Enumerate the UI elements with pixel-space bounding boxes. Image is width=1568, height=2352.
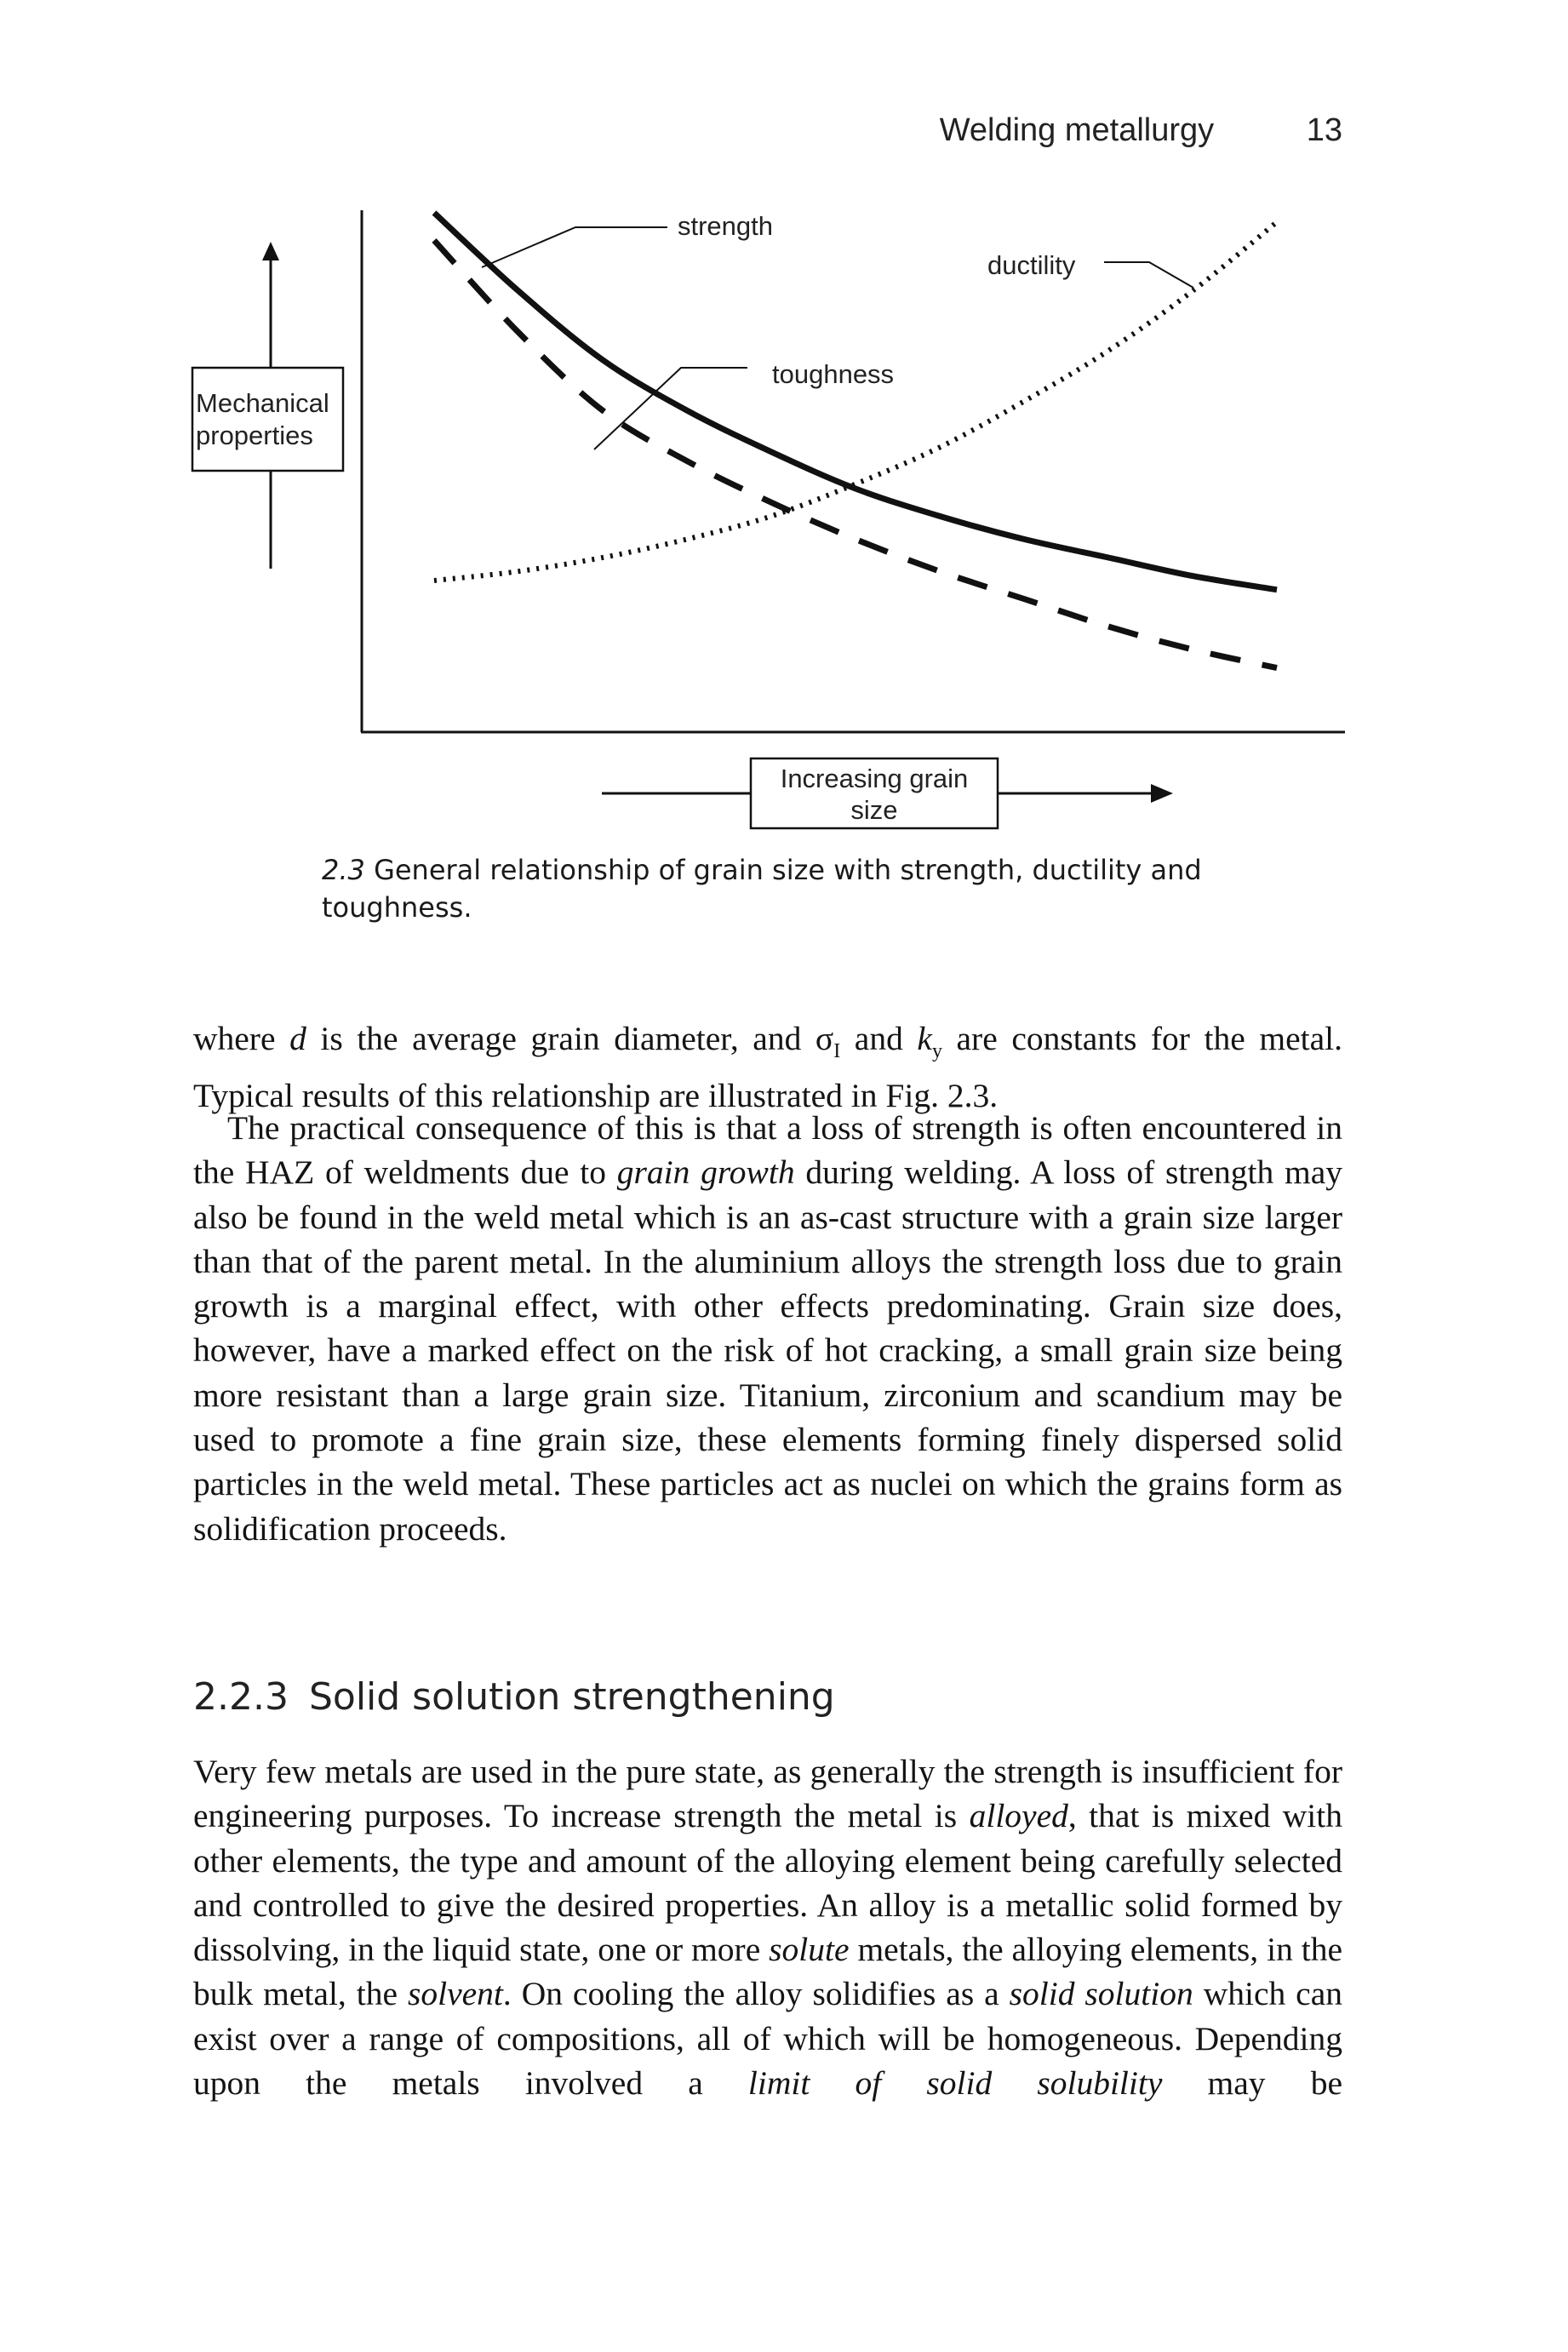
- strength-label: strength: [678, 211, 774, 241]
- paragraph-2: [193, 1106, 1342, 1551]
- paragraph-1: [193, 1016, 1342, 1118]
- x-arrow-head-icon: [1151, 784, 1173, 803]
- toughness-curve: [434, 240, 1277, 667]
- p3-text-2: , that is mixed with other elements, the type and amount of the alloying element being carefully selected and controlled to give the desired properties. An alloy is a metallic solid formed by dissolving, in the liquid state, one or more: [193, 1797, 1342, 1969]
- p1-text-4: are constants for the metal. Typical results of this relationship are illustrated in Fig. 2.3.: [193, 1020, 1342, 1115]
- p1-sigma-sub: I: [833, 1039, 841, 1062]
- p3-em-limit: limit of solid solubility: [747, 2064, 1163, 2103]
- page-number: 13: [1306, 112, 1342, 148]
- caption-text: General relationship of grain size with strength, ductility and toughness.: [322, 854, 1202, 924]
- p2-text-2: during welding. A loss of strength may also be found in the weld metal which is an as-cast structure with a grain size larger than that of the parent metal. In the aluminium alloys the strength loss due to grain growth is a marginal effect, with other effects predominating. Grain size does, however, have a marked effect on the risk of hot cracking, a small grain size being more resistant than a large grain size. Titanium, zirconium and scandium may be used to promote a fine grain size, these elements forming finely dispersed solid particles in the weld metal. These particles act as nuclei on which the grains form as solidification proceeds.: [193, 1153, 1343, 1548]
- p3-em-solid-solution: solid solution: [1009, 1975, 1193, 2013]
- p1-var-k: k: [917, 1020, 932, 1057]
- figure-caption: [322, 851, 1275, 926]
- ductility-leader: [1104, 262, 1193, 288]
- toughness-label: toughness: [772, 359, 895, 389]
- y-arrow-head-icon: [262, 242, 279, 260]
- paragraph-3: [193, 1749, 1342, 2105]
- caption-number: 2.3: [322, 854, 365, 886]
- p2-em-grain-growth: grain growth: [616, 1153, 795, 1192]
- section-number: 2.2.3: [193, 1675, 289, 1719]
- section-title: Solid solution strengthening: [308, 1675, 835, 1719]
- x-axis-label-line1: Increasing grain: [780, 764, 969, 793]
- strength-leader: [482, 227, 667, 267]
- p3-text-5: which can exist over a range of compositions, all of which will be homogeneous. Depending upon the metals involved a: [193, 1975, 1342, 2103]
- y-axis-label-box: [192, 368, 343, 471]
- strength-curve: [434, 213, 1277, 590]
- p3-text-4: . On cooling the alloy solidifies as a: [502, 1975, 1010, 2013]
- p3-em-alloyed: alloyed: [969, 1797, 1068, 1835]
- p3-text-1: Very few metals are used in the pure state, as generally the strength is insufficient for engineering purposes. To increase strength the metal is: [193, 1753, 1342, 1835]
- p2-text-1: The practical consequence of this is that a loss of strength is often encountered in the HAZ of weldments due to: [193, 1109, 1342, 1192]
- figure-2-3: [0, 0, 1568, 851]
- p1-sigma: σ: [815, 1020, 834, 1057]
- y-axis-label-line2: properties: [196, 421, 313, 450]
- ductility-label: ductility: [987, 250, 1076, 280]
- toughness-leader: [594, 368, 747, 449]
- p1-text-1: where: [193, 1020, 290, 1057]
- y-axis-label-line1: Mechanical: [196, 388, 329, 418]
- p3-em-solute: solute: [769, 1931, 850, 1969]
- ductility-curve: [434, 222, 1277, 581]
- x-axis-label-line2: size: [850, 795, 898, 825]
- p1-text-3: and: [840, 1020, 918, 1057]
- section-heading: [193, 1675, 835, 1719]
- p3-text-6: may be: [1162, 2064, 1342, 2103]
- p3-text-3: metals, the alloying elements, in the bulk metal, the: [193, 1931, 1342, 2013]
- p1-k-sub: y: [931, 1039, 942, 1062]
- running-title: Welding metallurgy: [939, 112, 1215, 148]
- p3-em-solvent: solvent: [407, 1975, 503, 2013]
- p1-var-d: d: [289, 1020, 306, 1057]
- p1-text-2: is the average grain diameter, and: [306, 1020, 815, 1057]
